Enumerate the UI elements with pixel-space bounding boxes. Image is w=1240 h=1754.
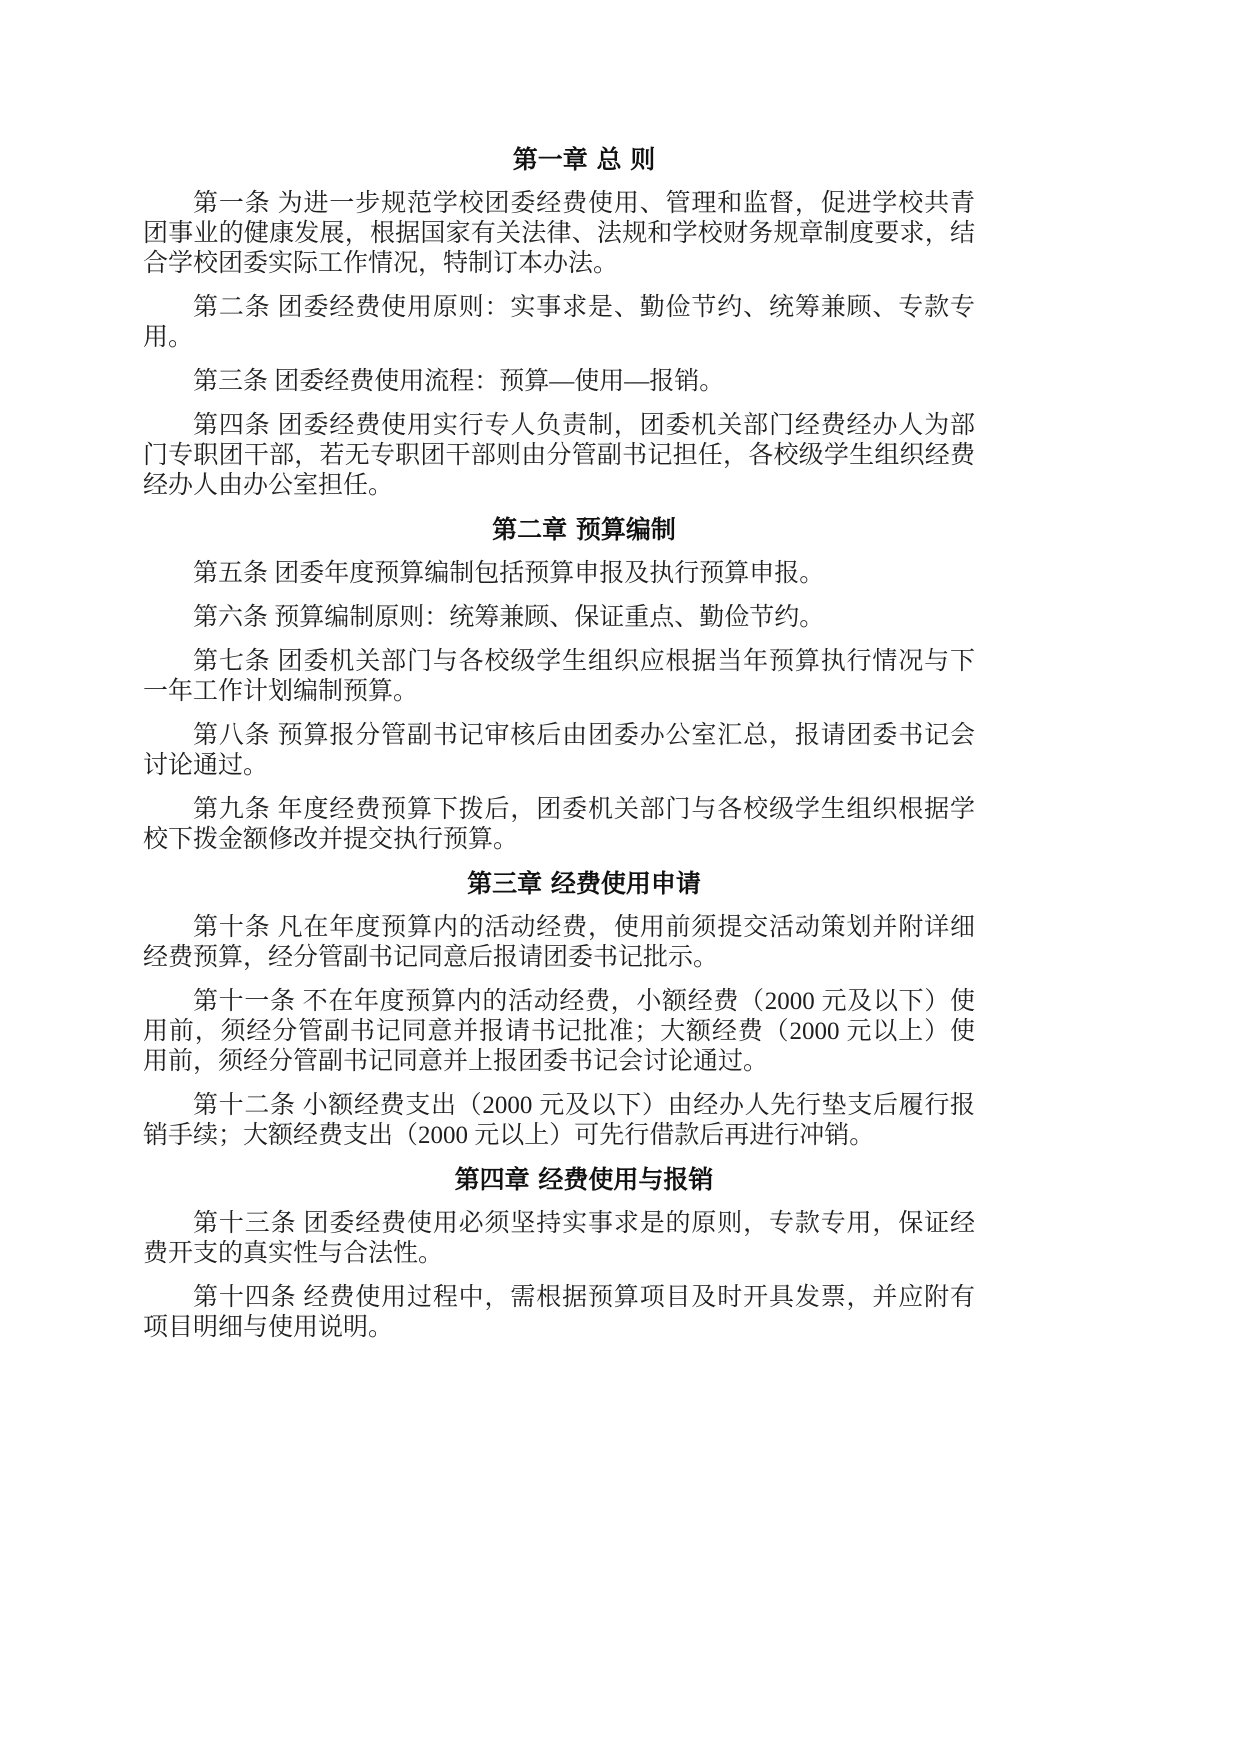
article-line: 第十四条 经费使用过程中，需根据预算项目及时开具发票，并应附有: [193, 1284, 975, 1311]
article-line: 第三条 团委经费使用流程：预算—使用—报销。: [193, 368, 725, 395]
article-2: [143, 293, 975, 353]
article-line: 第四条 团委经费使用实行专人负责制，团委机关部门经费经办人为部: [193, 412, 975, 439]
chapter-1: [143, 145, 975, 501]
article-line: 一年工作计划编制预算。: [143, 678, 419, 705]
article-line: 第九条 年度经费预算下拨后，团委机关部门与各校级学生组织根据学: [193, 796, 975, 823]
article-12: [143, 1091, 975, 1151]
article-9: [143, 795, 975, 855]
article-line: 第十二条 小额经费支出（2000 元及以下）由经办人先行垫支后履行报: [193, 1092, 975, 1119]
article-line: 销手续；大额经费支出（2000 元以上）可先行借款后再进行冲销。: [143, 1122, 875, 1149]
article-line: 用前，须经分管副书记同意并报请书记批准；大额经费（2000 元以上）使: [143, 1018, 975, 1045]
chapter-title: 第一章 总 则: [512, 145, 656, 174]
chapter-2: [143, 515, 975, 855]
article-3: [143, 367, 975, 397]
article-line: 经办人由办公室担任。: [143, 472, 394, 499]
article-line: 讨论通过。: [143, 752, 269, 779]
article-6: [143, 603, 975, 633]
chapter-title: 第二章 预算编制: [492, 515, 676, 544]
article-4: [143, 411, 975, 501]
article-line: 费开支的真实性与合法性。: [143, 1240, 444, 1267]
chapter-4: [143, 1165, 975, 1343]
article-line: 第七条 团委机关部门与各校级学生组织应根据当年预算执行情况与下: [193, 648, 975, 675]
chapter-3: [143, 869, 975, 1151]
article-line: 第五条 团委年度预算编制包括预算申报及执行预算申报。: [193, 560, 825, 587]
article-line: 第八条 预算报分管副书记审核后由团委办公室汇总，报请团委书记会: [193, 722, 975, 749]
article-line: 第十三条 团委经费使用必须坚持实事求是的原则，专款专用，保证经: [193, 1210, 975, 1237]
article-line: 第十一条 不在年度预算内的活动经费，小额经费（2000 元及以下）使: [193, 988, 975, 1015]
article-line: 合学校团委实际工作情况，特制订本办法。: [143, 250, 619, 277]
article-8: [143, 721, 975, 781]
article-line: 经费预算，经分管副书记同意后报请团委书记批示。: [143, 944, 719, 971]
document-body: [143, 145, 975, 1357]
article-line: 门专职团干部，若无专职团干部则由分管副书记担任，各校级学生组织经费: [143, 442, 975, 469]
article-line: 第六条 预算编制原则：统筹兼顾、保证重点、勤俭节约。: [193, 604, 825, 631]
article-line: 第十条 凡在年度预算内的活动经费，使用前须提交活动策划并附详细: [193, 914, 975, 941]
chapter-title: 第四章 经费使用与报销: [454, 1165, 714, 1194]
article-line: 第二条 团委经费使用原则：实事求是、勤俭节约、统筹兼顾、专款专: [193, 294, 975, 321]
article-line: 项目明细与使用说明。: [143, 1314, 394, 1341]
article-line: 第一条 为进一步规范学校团委经费使用、管理和监督，促进学校共青: [193, 190, 975, 217]
article-13: [143, 1209, 975, 1269]
article-line: 校下拨金额修改并提交执行预算。: [143, 826, 519, 853]
chapter-title: 第三章 经费使用申请: [467, 869, 701, 898]
article-7: [143, 647, 975, 707]
article-line: 用。: [143, 324, 194, 351]
article-10: [143, 913, 975, 973]
article-line: 用前，须经分管副书记同意并上报团委书记会讨论通过。: [143, 1048, 769, 1075]
article-14: [143, 1283, 975, 1343]
article-line: 团事业的健康发展，根据国家有关法律、法规和学校财务规章制度要求，结: [143, 220, 975, 247]
article-1: [143, 189, 975, 279]
article-11: [143, 987, 975, 1077]
article-5: [143, 559, 975, 589]
